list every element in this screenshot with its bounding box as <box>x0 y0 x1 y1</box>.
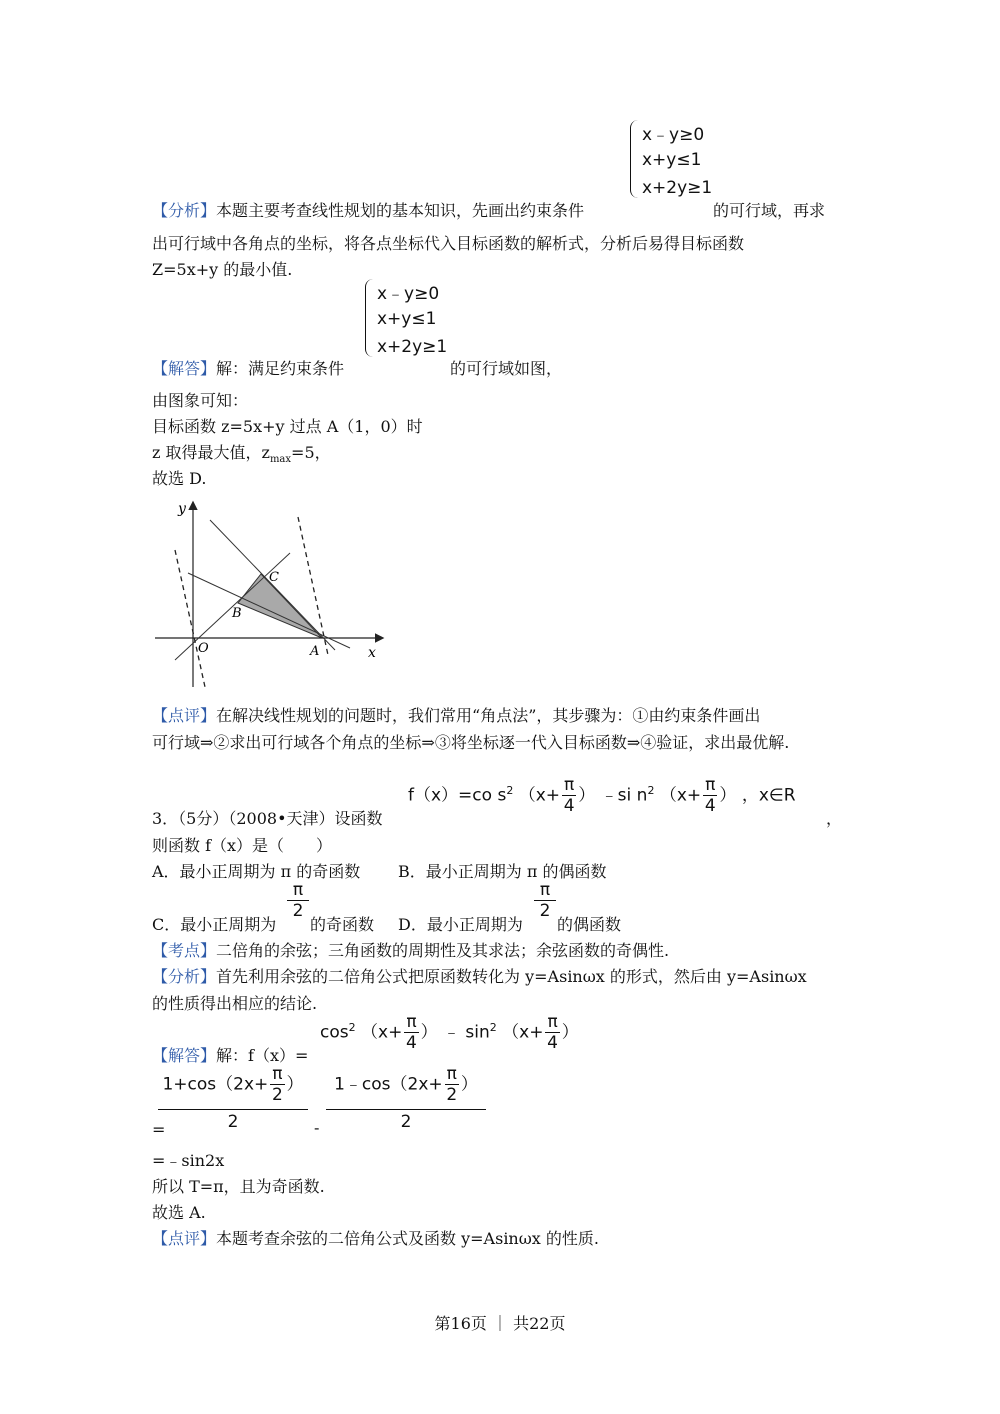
numerator-text: 1﹣cos（2x+ <box>334 1074 443 1095</box>
text: z 取得最大值，z <box>152 443 270 462</box>
origin-label: O <box>198 641 209 656</box>
comment-text: 在解决线性规划的问题时，我们常用“角点法”，其步骤为：①由约束条件画出 <box>216 706 761 725</box>
denominator: 4 <box>547 1033 558 1053</box>
numerator-text: 1+cos（2x+ <box>162 1074 269 1095</box>
close-paren: ） <box>460 1074 478 1095</box>
constraint: x+2y≥1 <box>642 178 713 198</box>
solution3-line-1 <box>152 1043 308 1066</box>
option-d-fraction <box>534 880 556 921</box>
line-x-plus-y <box>210 520 335 650</box>
denominator: 2 <box>400 1112 412 1132</box>
fraction-pi-over-4 <box>562 775 576 816</box>
analysis-line-1 <box>152 198 584 221</box>
page-footer: 第16页 ｜ 共22页 <box>434 1314 566 1333</box>
subscript: max <box>269 454 292 466</box>
fraction-pi-over-2 <box>445 1064 459 1105</box>
x-axis-label: x <box>368 645 376 661</box>
solution-line-4 <box>152 440 331 465</box>
question-comma: ， <box>826 809 843 828</box>
numerator: π <box>534 880 556 901</box>
constraint: x﹣y≥0 <box>642 125 705 145</box>
option-b: B．最小正周期为 π 的偶函数 <box>398 862 607 881</box>
constraint: x﹣y≥0 <box>377 284 440 304</box>
fraction-pi-over-4 <box>404 1012 418 1053</box>
fraction-1 <box>158 1064 308 1132</box>
feasible-region <box>238 574 322 638</box>
question-intro: 3．（5分）（2008•天津）设函数 <box>152 809 383 828</box>
denominator: 4 <box>406 1033 417 1053</box>
text: =5， <box>291 443 331 462</box>
analysis-line-2: 出可行域中各角点的坐标，将各点坐标代入目标函数的解析式，分析后易得目标函数 <box>152 234 745 253</box>
option-a: A．最小正周期为 π 的奇函数 <box>152 862 361 881</box>
solution-lead: 解：f（x）= <box>216 1046 309 1065</box>
solution-line-1 <box>152 356 344 379</box>
denominator: 2 <box>539 901 551 921</box>
option-d-text: 的偶函数 <box>557 915 622 934</box>
option-c-fraction <box>287 880 309 921</box>
question-formula <box>408 775 796 816</box>
formula-part: ﹣si n <box>600 785 648 806</box>
keypoint-tag: 【考点】 <box>152 941 217 960</box>
keypoint-line <box>152 938 669 961</box>
formula-part: ） <box>561 1022 579 1043</box>
brace <box>630 120 639 198</box>
fraction-bar <box>326 1109 486 1110</box>
denominator: 2 <box>271 1085 283 1105</box>
formula-part: sin <box>465 1022 490 1043</box>
option-c-text: 的奇函数 <box>310 915 375 934</box>
option-c-label: C．最小正周期为 <box>152 915 277 934</box>
constraint: x+2y≥1 <box>377 337 448 357</box>
solution3-choice: 故选 A. <box>152 1203 206 1222</box>
minus-sign: - <box>314 1118 320 1137</box>
constraint: x+y≤1 <box>642 150 702 170</box>
numerator: π <box>446 1064 457 1084</box>
formula-part: （x+ <box>502 1022 544 1043</box>
formula-part: ﹣ <box>442 1022 460 1043</box>
numerator: π <box>287 880 309 901</box>
comment3-line <box>152 1226 599 1249</box>
analysis3-line-2: 的性质得出相应的结论. <box>152 994 318 1013</box>
equals-sign: = <box>152 1120 166 1139</box>
formula-part: （x+ <box>361 1022 403 1043</box>
denominator: 2 <box>227 1112 239 1132</box>
denominator: 4 <box>704 796 716 816</box>
fraction-2 <box>326 1064 486 1132</box>
formula-part: ） <box>420 1022 438 1043</box>
comment-line-2: 可行域⇒②求出可行域各个角点的坐标⇒③将坐标逐一代入目标函数⇒④验证，求出最优解. <box>152 733 790 752</box>
feasible-region-figure <box>150 495 390 695</box>
solution-line-2: 由图象可知： <box>152 391 249 410</box>
solution3-period: 所以 T=π，且为奇函数. <box>152 1177 325 1196</box>
numerator: π <box>406 1012 417 1032</box>
solution3-formula <box>320 1012 579 1053</box>
analysis-tag: 【分析】 <box>152 201 217 220</box>
fraction-pi-over-4 <box>703 775 717 816</box>
y-axis-label: y <box>178 501 186 517</box>
objective-line-1 <box>175 550 205 687</box>
fraction-pi-over-4 <box>545 1012 559 1053</box>
analysis-text: 本题主要考查线性规划的基本知识，先画出约束条件 <box>216 201 585 220</box>
brace <box>365 279 374 357</box>
numerator <box>158 1064 308 1105</box>
fraction-bar <box>158 1109 308 1110</box>
denominator: 2 <box>292 901 304 921</box>
numerator: π <box>547 1012 558 1032</box>
numerator: π <box>564 775 575 795</box>
constraint: x+y≤1 <box>377 309 437 329</box>
option-d-label: D．最小正周期为 <box>398 915 523 934</box>
formula-part: （x+ <box>518 785 561 806</box>
solution3-result: =﹣sin2x <box>152 1151 225 1170</box>
formula-part: cos <box>320 1022 349 1043</box>
constraint-system-1 <box>630 120 720 200</box>
exponent: 2 <box>506 783 514 797</box>
formula-part: ） <box>578 785 596 806</box>
point-b-label: B <box>232 606 242 621</box>
analysis3-line-1 <box>152 964 807 987</box>
solution-tag: 【解答】 <box>152 1046 217 1065</box>
solution-tag: 【解答】 <box>152 359 217 378</box>
analysis-line-3: Z=5x+y 的最小值. <box>152 260 293 279</box>
comment-line-1 <box>152 703 760 726</box>
question-stem: 则函数 f（x）是（ ） <box>152 836 333 855</box>
analysis-line-1-tail: 的可行域，再求 <box>713 201 826 220</box>
formula-part: ，x∈R <box>741 785 796 806</box>
comment-tag: 【点评】 <box>152 1229 217 1248</box>
point-c-label: C <box>269 570 279 585</box>
formula-part: （x+ <box>659 785 702 806</box>
exponent: 2 <box>647 783 655 797</box>
exponent: 2 <box>489 1020 497 1034</box>
solution-line-1-tail: 的可行域如图， <box>450 359 563 378</box>
solution-line-3: 目标函数 z=5x+y 过点 A（1，0）时 <box>152 417 423 436</box>
solution-line-5: 故选 D. <box>152 469 207 488</box>
numerator: π <box>272 1064 283 1084</box>
denominator: 2 <box>446 1085 458 1105</box>
keypoint-text: 二倍角的余弦；三角函数的周期性及其求法；余弦函数的奇偶性. <box>216 941 670 960</box>
point-a-label: A <box>310 644 320 659</box>
fraction-pi-over-2 <box>270 1064 284 1105</box>
denominator: 4 <box>563 796 575 816</box>
comment-text: 本题考查余弦的二倍角公式及函数 y=Asinωx 的性质. <box>216 1229 599 1248</box>
numerator: π <box>705 775 716 795</box>
formula-part: f（x）=co s <box>408 785 507 806</box>
formula-part: ） <box>719 785 737 806</box>
solution-lead: 解：满足约束条件 <box>216 359 345 378</box>
comment-tag: 【点评】 <box>152 706 217 725</box>
exponent: 2 <box>348 1020 356 1034</box>
constraint-system-2 <box>365 279 455 359</box>
analysis-tag: 【分析】 <box>152 967 217 986</box>
numerator <box>326 1064 486 1105</box>
analysis-text: 首先利用余弦的二倍角公式把原函数转化为 y=Asinωx 的形式，然后由 y=Asinωx <box>216 967 807 986</box>
close-paren: ） <box>286 1074 304 1095</box>
